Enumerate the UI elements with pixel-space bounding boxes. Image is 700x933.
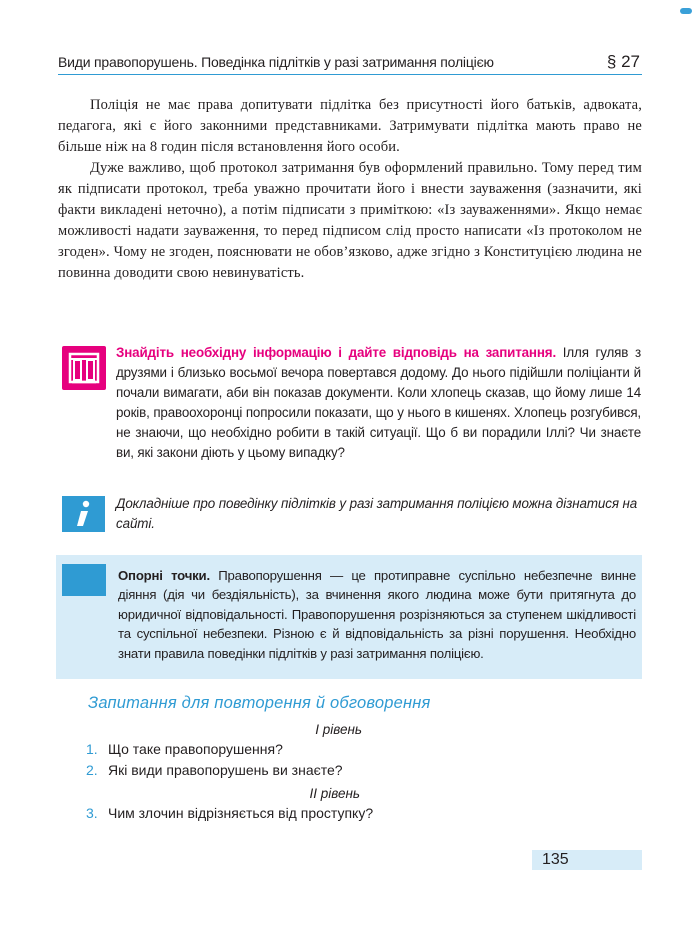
body-text [58, 95, 642, 284]
paragraph: Поліція не має права допитувати підлітка без присутності його батьків, адвоката, педагога, які є його законними представниками. Затримувати підлітка мають право не більше ніж на 8 годин після встановлення його особи. [58, 97, 642, 155]
level-2-label: ІІ рівень [309, 786, 360, 801]
question-text: Що таке правопорушення? [108, 741, 283, 757]
key-points-icon [62, 564, 106, 596]
running-header-title: Види правопорушень. Поведінка підлітків у разі затримання поліцією [58, 54, 494, 70]
level-1-label: І рівень [315, 722, 362, 737]
key-points-body: Правопорушення — це протиправне суспільно небезпечне винне діяння (дія чи бездіяльність), за вчинення якого людина може бути притягнута до юридичної відповідальності. Правопорушення розрізняються за ступенем шкідливості та суспільної небезпеки. Різною є й відповідальність за різні порушення. Необхідно знати правила поведінки підлітків у разі затримання поліцією. [118, 568, 636, 661]
question-text: Чим злочин відрізняється від проступку? [108, 805, 374, 821]
section-number: § 27 [606, 52, 640, 71]
paragraph: Дуже важливо, щоб протокол затримання був оформлений правильно. Тому перед тим як підписати протокол, треба уважно прочитати його і внести зауваження (зазначити, які факти викладені неточно), а потім підписати з приміткою: «Із зауваженнями». Якщо немає можливості надати зауваження, то перед підписом слід просто написати «Із протоколом не згоден». Чому не згоден, пояснювати не обов’язково, адже згідно з Конституцією людина не повинна доводити свою невинуватість. [58, 160, 642, 281]
corner-badge-icon [680, 8, 692, 14]
key-points-lead: Опорні точки. [118, 568, 210, 583]
question-item [86, 762, 343, 778]
task-lead: Знайдіть необхідну інформацію і дайте відповідь на запитання. [116, 345, 557, 360]
task-text [116, 343, 641, 462]
info-icon [62, 496, 105, 532]
research-task-icon [62, 346, 106, 390]
questions-title: Запитання для повторення й обговорення [88, 694, 431, 712]
task-body: Ілля гуляв з друзями і близько восьмої вечора повертався додому. До нього підійшли поліціанти й почали вимагати, аби він показав документи. Коли хлопець сказав, що йому лише 14 років, правоохоронці попросили показати, що у нього в кишенях. Хлопець розгубився, не знаючи, що необхідно робити в такій ситуації. Що б ви порадили Іллі? Чи знаєте ви, які закони діють у цьому випадку? [116, 345, 641, 460]
key-points-text [118, 566, 636, 663]
info-text: Докладніше про поведінку підлітків у разі затримання поліцією можна дізнатися на сайті. [116, 496, 638, 531]
running-header [58, 54, 642, 75]
question-number: 2. [86, 762, 98, 778]
question-text: Які види правопорушень ви знаєте? [108, 762, 343, 778]
question-item [86, 805, 373, 821]
question-number: 3. [86, 805, 98, 821]
question-number: 1. [86, 741, 98, 757]
page-number: 135 [542, 851, 569, 868]
question-item [86, 741, 283, 757]
